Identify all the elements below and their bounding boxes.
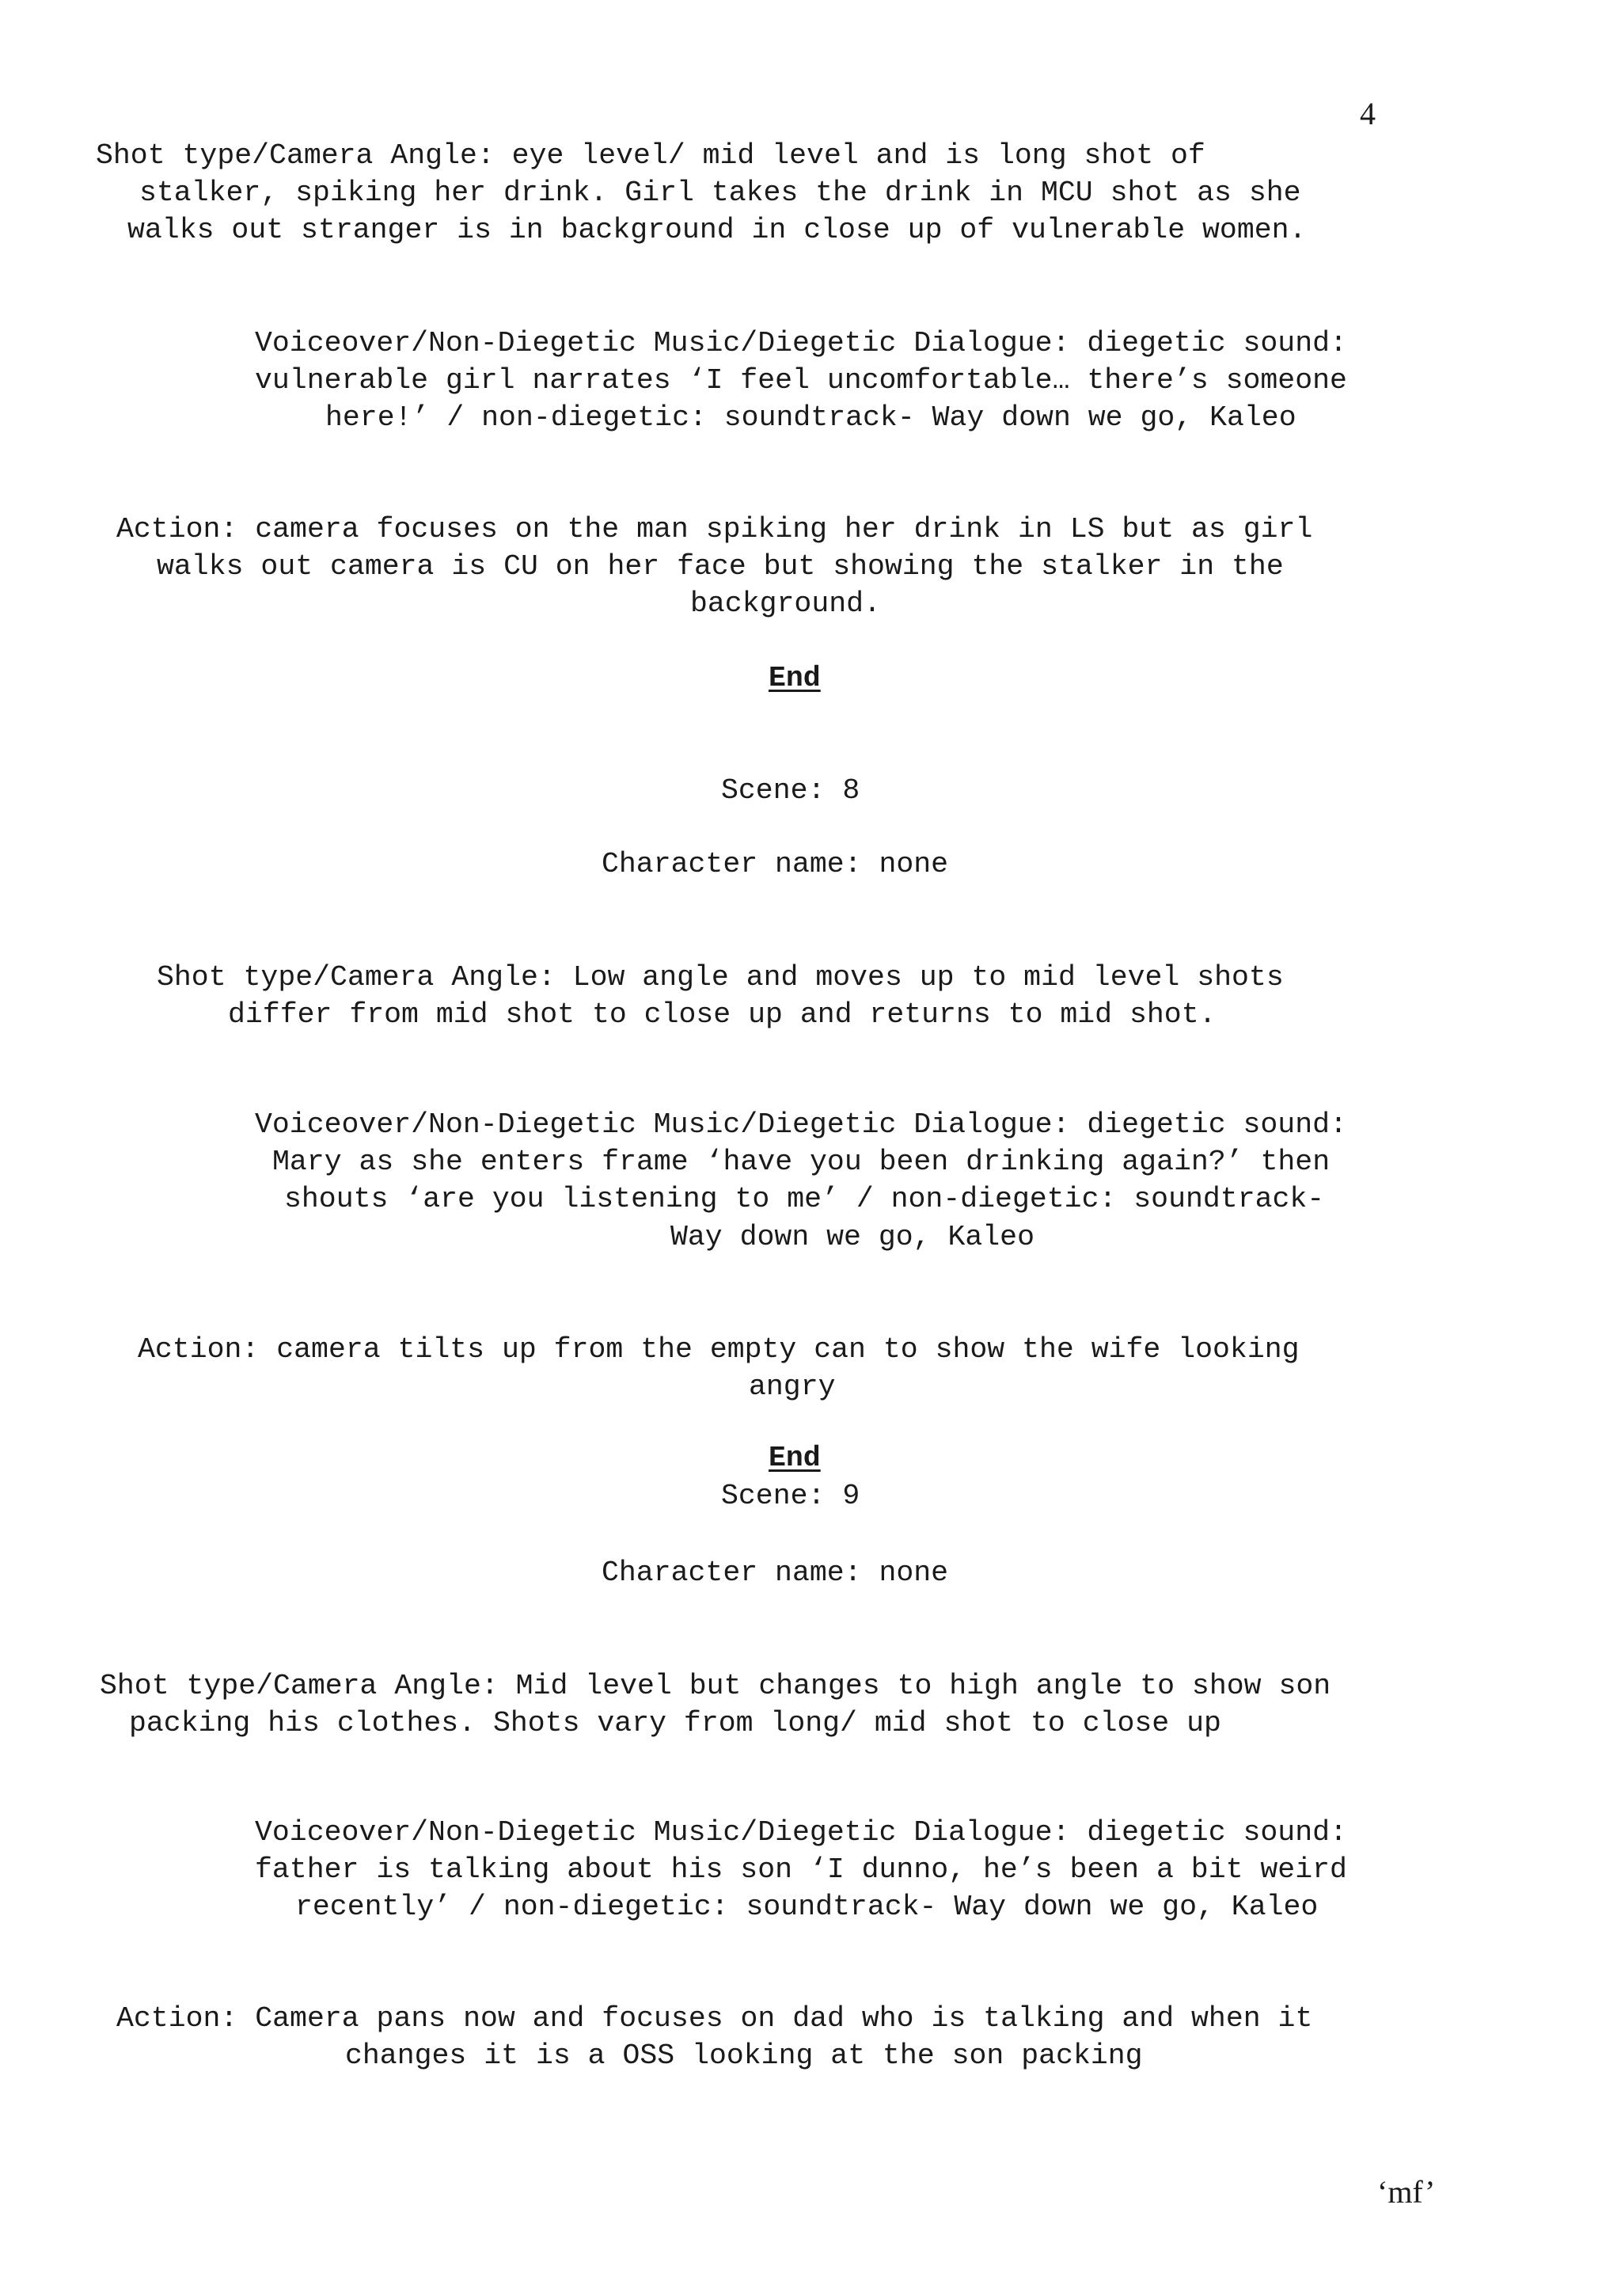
scene7-shot-line-2: stalker, spiking her drink. Girl takes the drink in MCU shot as she: [139, 177, 1301, 209]
scene8-shot-line-2: differ from mid shot to close up and returns to mid shot.: [228, 998, 1217, 1031]
scene9-character-name: Character name: none: [602, 1557, 949, 1589]
scene8-heading: Scene: 8: [721, 774, 860, 807]
scene8-voiceover-line-1: Voiceover/Non-Diegetic Music/Diegetic Dialogue: diegetic sound:: [255, 1108, 1347, 1141]
scene8-voiceover-line-2: Mary as she enters frame ‘have you been drinking again?’ then: [272, 1146, 1331, 1178]
scene7-voiceover-line-3: here!’ / non-diegetic: soundtrack- Way down we go, Kaleo: [325, 401, 1296, 434]
scene8-end-marker: End: [769, 1442, 821, 1474]
scene9-shot-line-2: packing his clothes. Shots vary from long/ mid shot to close up: [129, 1707, 1221, 1739]
page-number: 4: [1360, 96, 1376, 131]
scene9-voiceover-line-2: father is talking about his son ‘I dunno, he’s been a bit weird: [255, 1853, 1347, 1886]
scene7-action-line-2: walks out camera is CU on her face but showing the stalker in the: [157, 550, 1284, 583]
scene8-character-name: Character name: none: [602, 848, 949, 880]
scene9-voiceover-line-1: Voiceover/Non-Diegetic Music/Diegetic Dialogue: diegetic sound:: [255, 1816, 1347, 1849]
scene8-action-line-2: angry: [749, 1370, 836, 1403]
scene7-shot-line-3: walks out stranger is in background in close up of vulnerable women.: [127, 214, 1307, 246]
scene7-action-line-3: background.: [690, 587, 881, 620]
scene7-voiceover-line-1: Voiceover/Non-Diegetic Music/Diegetic Dialogue: diegetic sound:: [255, 327, 1347, 359]
scene8-voiceover-line-3: shouts ‘are you listening to me’ / non-diegetic: soundtrack-: [284, 1183, 1325, 1215]
scene9-shot-line-1: Shot type/Camera Angle: Mid level but changes to high angle to show son: [100, 1670, 1331, 1702]
scene7-voiceover-line-2: vulnerable girl narrates ‘I feel uncomfortable… there’s someone: [255, 364, 1347, 397]
scene7-end-marker: End: [769, 662, 821, 694]
footer-initials: ‘mf’: [1377, 2174, 1436, 2210]
scene8-voiceover-line-4: Way down we go, Kaleo: [670, 1221, 1034, 1253]
scene9-action-line-1: Action: Camera pans now and focuses on dad who is talking and when it: [116, 2002, 1313, 2035]
scene9-heading: Scene: 9: [721, 1480, 860, 1512]
scene9-voiceover-line-3: recently’ / non-diegetic: soundtrack- Way down we go, Kaleo: [295, 1891, 1319, 1923]
scene8-shot-line-1: Shot type/Camera Angle: Low angle and moves up to mid level shots: [157, 961, 1284, 994]
scene9-action-line-2: changes it is a OSS looking at the son packing: [345, 2039, 1143, 2072]
scene8-action-line-1: Action: camera tilts up from the empty can to show the wife looking: [138, 1333, 1300, 1366]
scene7-action-line-1: Action: camera focuses on the man spiking her drink in LS but as girl: [116, 513, 1313, 545]
scene7-shot-line-1: Shot type/Camera Angle: eye level/ mid level and is long shot of: [96, 139, 1205, 172]
